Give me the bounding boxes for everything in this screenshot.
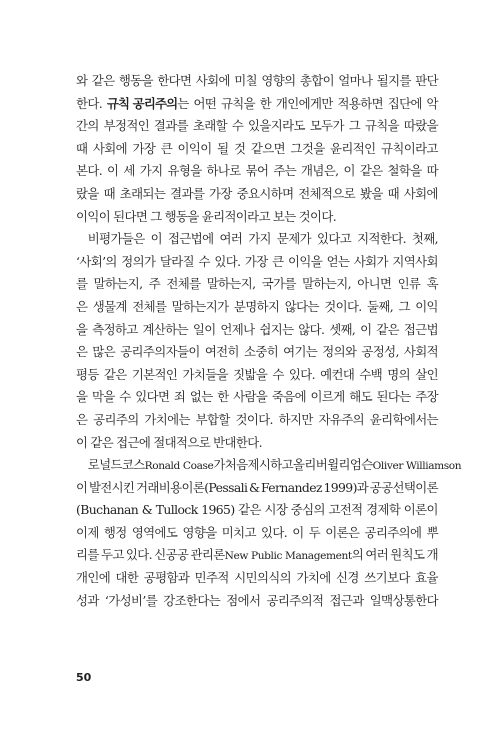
word: 예컨대 bbox=[320, 366, 355, 382]
word: 같은 bbox=[238, 502, 261, 518]
word: 이 bbox=[150, 231, 162, 247]
word: 사회가 bbox=[353, 253, 388, 269]
word: 한다면 bbox=[157, 73, 192, 88]
word: 이 bbox=[76, 434, 88, 450]
text-line bbox=[76, 590, 438, 613]
word: 이제 bbox=[76, 524, 99, 540]
word: 이 bbox=[360, 321, 372, 337]
word: 중요시하며 bbox=[236, 185, 294, 201]
word: 때 bbox=[387, 185, 399, 201]
word: 접근법에 bbox=[167, 231, 214, 247]
word: 규칙 공리주의는 bbox=[107, 93, 189, 116]
word: 죄 bbox=[173, 389, 186, 405]
text-line bbox=[76, 251, 438, 274]
word: 그 bbox=[348, 118, 361, 134]
word: 큰 bbox=[160, 140, 173, 156]
word: 공리주의적 bbox=[266, 592, 324, 608]
word: 비평가들은 bbox=[76, 231, 145, 247]
word: 결과를 bbox=[153, 118, 189, 134]
word: 쉽지는 bbox=[259, 321, 294, 337]
word: 개인에 bbox=[76, 570, 111, 586]
word: 시장 bbox=[264, 502, 288, 518]
word: 부정적인 bbox=[103, 118, 150, 134]
word: 이론은 bbox=[325, 524, 360, 540]
word: 수 bbox=[119, 389, 131, 405]
word: 일이 bbox=[192, 321, 216, 337]
text-line bbox=[76, 273, 438, 296]
word: 한다. bbox=[76, 95, 103, 111]
word: 고전적 bbox=[328, 502, 363, 518]
word: 기본적인 bbox=[131, 366, 178, 382]
word: 소중히 bbox=[243, 344, 279, 360]
bold-term: 규칙 공리주의 bbox=[106, 95, 178, 111]
text-line bbox=[76, 228, 438, 251]
word: 여러 bbox=[219, 231, 243, 247]
word: 그 bbox=[150, 208, 162, 224]
word: 것이다. bbox=[324, 298, 362, 314]
word: 영향의 bbox=[261, 73, 296, 88]
word: & bbox=[248, 479, 260, 495]
word: 이익 bbox=[415, 298, 438, 314]
word: 사회적 bbox=[403, 344, 438, 360]
word: 이 bbox=[107, 163, 119, 179]
word: 둘째, bbox=[367, 298, 394, 314]
word: 절대적으로 bbox=[153, 434, 211, 450]
text-line bbox=[76, 432, 438, 455]
word: 인류 bbox=[397, 276, 421, 292]
word: 제시하고 bbox=[247, 457, 294, 473]
word: 윤리적이라고 bbox=[201, 208, 270, 224]
word: 부합할 bbox=[195, 411, 230, 427]
word: 랐을 bbox=[76, 185, 99, 201]
word: (Buchanan bbox=[76, 502, 139, 518]
word: 분명하지 bbox=[233, 298, 280, 314]
text-line bbox=[76, 319, 438, 342]
word: 쓰기보다 bbox=[364, 570, 410, 586]
word: 따 bbox=[426, 163, 438, 179]
word: 성과 bbox=[76, 592, 99, 608]
word: Tullock bbox=[155, 502, 198, 518]
word: 중심의 bbox=[290, 502, 325, 518]
word: 로널드 bbox=[76, 457, 122, 473]
english-gloss: New Public Management bbox=[224, 550, 352, 563]
word: ‘사회’의 bbox=[76, 253, 117, 269]
word: 계산하는 bbox=[142, 321, 188, 337]
word: 혹 bbox=[426, 276, 438, 292]
text-line bbox=[76, 160, 438, 183]
word: 언제나 bbox=[220, 321, 255, 337]
word: 봤을 bbox=[359, 185, 383, 201]
word: 1965) bbox=[201, 502, 235, 518]
word: 주는 bbox=[273, 163, 297, 179]
text-line bbox=[76, 386, 438, 409]
word: 문제가 bbox=[276, 231, 312, 247]
word: 올리버 bbox=[293, 457, 328, 473]
text-line bbox=[76, 544, 438, 567]
word: 것 bbox=[234, 140, 246, 156]
word: 개인에게만 bbox=[275, 95, 333, 111]
word: 거래비용이론(Pessali bbox=[135, 479, 248, 495]
word: 주장 bbox=[415, 389, 438, 405]
text-line bbox=[76, 364, 438, 387]
word: 원칙도 bbox=[390, 547, 425, 563]
word: 얼마나 bbox=[338, 73, 373, 88]
english-gloss: Ronald Coase bbox=[144, 460, 214, 473]
word: 사회에 bbox=[195, 73, 230, 88]
word: 개 bbox=[426, 547, 438, 563]
word: 적용하면 bbox=[337, 95, 383, 111]
word: 같은 bbox=[91, 73, 115, 88]
word: 같으면 bbox=[250, 140, 285, 156]
word: 초래할 bbox=[192, 118, 227, 134]
text-line bbox=[76, 567, 438, 590]
word: 수백 bbox=[359, 366, 383, 382]
word: 죽음에 bbox=[271, 389, 306, 405]
word: 이론이 bbox=[403, 502, 438, 518]
word: 평등 bbox=[76, 366, 99, 382]
word: 판단 bbox=[415, 73, 438, 88]
word: 유형을 bbox=[167, 163, 202, 179]
word: 행동을 bbox=[164, 208, 199, 224]
word: 이 bbox=[76, 479, 88, 495]
word: 신경 bbox=[336, 570, 359, 586]
body-text bbox=[76, 70, 462, 612]
word: 보는 bbox=[272, 208, 296, 224]
word: 미치고 bbox=[221, 524, 256, 540]
word: 같은 bbox=[359, 163, 383, 179]
word: 윤리학에서는 bbox=[369, 411, 438, 427]
word: Fernandez bbox=[260, 479, 322, 495]
word: 여기는 bbox=[283, 344, 318, 360]
word: 같은 bbox=[376, 321, 400, 337]
word: 수 bbox=[231, 118, 244, 134]
word: 경제학 bbox=[366, 502, 401, 518]
word: 공공선택이론 bbox=[369, 479, 438, 495]
word: 가치에 bbox=[296, 570, 331, 586]
word: 국가를 bbox=[261, 276, 296, 292]
word: 은 bbox=[76, 411, 88, 427]
word: 그것을 bbox=[290, 140, 325, 156]
word: 때 bbox=[76, 140, 88, 156]
word: 접근법 bbox=[403, 321, 438, 337]
word: 살인 bbox=[415, 366, 438, 382]
word: 민주적 bbox=[194, 570, 229, 586]
word: 효율 bbox=[415, 570, 438, 586]
word: 공평함과 bbox=[143, 570, 190, 586]
word: 큰 bbox=[272, 253, 284, 269]
word: 않다는 bbox=[284, 298, 319, 314]
word: 전체를 bbox=[166, 276, 201, 292]
word: 규칙을 bbox=[364, 118, 400, 134]
word: 개념은, bbox=[301, 163, 339, 179]
text-line bbox=[76, 454, 462, 477]
word: 영향을 bbox=[182, 524, 217, 540]
word: 말하는지, bbox=[206, 276, 256, 292]
word: 공리주의자들이 bbox=[120, 344, 200, 360]
word: 말하는지가 bbox=[171, 298, 229, 314]
word: 달라질 bbox=[159, 253, 194, 269]
word: 신공공 bbox=[154, 547, 189, 563]
word: 가장 bbox=[209, 185, 232, 201]
word: 그 bbox=[398, 298, 410, 314]
word: 정의와 bbox=[322, 344, 357, 360]
word: 영역에도 bbox=[131, 524, 178, 540]
word: 지역사회 bbox=[392, 253, 438, 269]
word: 얻는 bbox=[326, 253, 350, 269]
word: 대한 bbox=[115, 570, 139, 586]
word: 어떤 bbox=[193, 95, 217, 111]
text-line bbox=[76, 296, 438, 319]
word: 시민의식의 bbox=[234, 570, 292, 586]
word: 아니면 bbox=[357, 276, 392, 292]
word: & bbox=[141, 502, 153, 518]
word: 행정 bbox=[103, 524, 127, 540]
word: 1999)과 bbox=[323, 479, 369, 495]
word: 은 bbox=[76, 298, 88, 314]
word: 이익이 bbox=[76, 208, 111, 224]
word: 이익이 bbox=[177, 140, 212, 156]
word: 두고 bbox=[100, 547, 124, 563]
word: 악 bbox=[426, 95, 438, 111]
text-line bbox=[76, 499, 438, 522]
word: 이 bbox=[343, 163, 355, 179]
word: 될지를 bbox=[376, 73, 411, 88]
word: 여전히 bbox=[204, 344, 239, 360]
word: 을 bbox=[76, 389, 88, 405]
word: 사회에 bbox=[403, 185, 438, 201]
word: 점에서 bbox=[226, 592, 261, 608]
word: 리를 bbox=[76, 547, 99, 563]
word: 한 bbox=[217, 389, 229, 405]
word: 윌리엄슨Oliver Williamson bbox=[327, 454, 461, 477]
word: 있다. bbox=[288, 366, 315, 382]
word: 두 bbox=[308, 524, 321, 540]
word: 사람을 bbox=[233, 389, 268, 405]
word: 말하는지, bbox=[302, 276, 351, 292]
word: 한 bbox=[259, 95, 272, 111]
word: 총합이 bbox=[299, 73, 334, 88]
english-gloss: Oliver Williamson bbox=[372, 460, 462, 473]
word: 모두가 bbox=[309, 118, 344, 134]
word: 사회에 bbox=[92, 140, 127, 156]
word: 행동을 bbox=[118, 73, 153, 88]
word: 가장 bbox=[244, 253, 268, 269]
word: 될 bbox=[217, 140, 229, 156]
word: 측정하고 bbox=[92, 321, 138, 337]
word: 따랐을 bbox=[403, 118, 438, 134]
word: 발전시킨 bbox=[88, 479, 135, 495]
word: 철학을 bbox=[387, 163, 422, 179]
word: 이 bbox=[292, 524, 304, 540]
word: 을 bbox=[76, 321, 88, 337]
word: 많은 bbox=[92, 344, 116, 360]
word: 것이다. bbox=[298, 208, 337, 224]
word: 주 bbox=[148, 276, 161, 292]
word: 전체적으로 bbox=[298, 185, 356, 201]
word: 수 bbox=[272, 366, 284, 382]
word: 결과를 bbox=[170, 185, 205, 201]
text-line bbox=[76, 206, 438, 229]
word: 공정성, bbox=[361, 344, 399, 360]
word: 자유주의 bbox=[318, 411, 364, 427]
text-line bbox=[76, 522, 438, 545]
word: 은 bbox=[76, 344, 88, 360]
word: 생물계 bbox=[92, 298, 127, 314]
word: 세 bbox=[123, 163, 135, 179]
word: 전체를 bbox=[132, 298, 167, 314]
text-line bbox=[76, 70, 438, 93]
word: 셋째, bbox=[329, 321, 356, 337]
word: 때 bbox=[103, 185, 115, 201]
word: 여러 bbox=[365, 547, 389, 563]
word: 가지 bbox=[139, 163, 163, 179]
word: 이익을 bbox=[287, 253, 323, 269]
text-line bbox=[76, 477, 438, 500]
word: 규칙을 bbox=[220, 95, 256, 111]
word: 규칙이라고 bbox=[381, 140, 438, 156]
word: 명의 bbox=[387, 366, 411, 382]
word: 초래되는 bbox=[119, 185, 166, 201]
word: 있다. bbox=[214, 253, 241, 269]
word: 있을지라도 bbox=[248, 118, 305, 134]
word: 막을 bbox=[91, 389, 115, 405]
word: 를 bbox=[76, 276, 88, 292]
word: 묶어 bbox=[245, 163, 269, 179]
word: 처음 bbox=[224, 457, 248, 473]
text-line bbox=[76, 341, 438, 364]
word: 있다. bbox=[125, 547, 152, 563]
word: 집단에 bbox=[387, 95, 422, 111]
word: 수 bbox=[198, 253, 210, 269]
word: 윤리적인 bbox=[330, 140, 376, 156]
word: 강조한다는 bbox=[163, 592, 221, 608]
word: 가치들을 bbox=[182, 366, 228, 382]
word: 있다. bbox=[260, 524, 288, 540]
word: 와 bbox=[76, 73, 88, 88]
word: 코스Ronald Coase가 bbox=[122, 454, 225, 477]
word: 가장 bbox=[132, 140, 156, 156]
word: 하나로 bbox=[206, 163, 241, 179]
word: 간의 bbox=[76, 118, 99, 134]
word: ‘가성비’를 bbox=[104, 592, 158, 608]
word: 첫째, bbox=[411, 231, 438, 247]
word: 접근에 bbox=[116, 434, 151, 450]
word: 지적한다. bbox=[357, 231, 406, 247]
text-line bbox=[76, 138, 438, 161]
word: 않다. bbox=[298, 321, 325, 337]
word: 있다고 bbox=[317, 231, 352, 247]
word: 해도 bbox=[349, 389, 372, 405]
text-line bbox=[76, 183, 438, 206]
text-line bbox=[76, 93, 438, 116]
word: 있다면 bbox=[135, 389, 170, 405]
word: 같은 bbox=[103, 366, 127, 382]
word: 말하는지, bbox=[93, 276, 143, 292]
word: 된다는 bbox=[376, 389, 411, 405]
word: 같은 bbox=[90, 434, 114, 450]
word: 반대한다. bbox=[213, 434, 262, 450]
word: 없는 bbox=[189, 389, 213, 405]
word: 가지 bbox=[248, 231, 271, 247]
word: 본다. bbox=[76, 163, 103, 179]
word: 짓밟을 bbox=[233, 366, 268, 382]
word: 이르게 bbox=[310, 389, 345, 405]
word: 접근과 bbox=[329, 592, 364, 608]
word: 가치에는 bbox=[144, 411, 190, 427]
word: 뿌 bbox=[426, 524, 438, 540]
page-number: 50 bbox=[76, 671, 92, 684]
text-line bbox=[76, 409, 438, 432]
word: 정의가 bbox=[121, 253, 156, 269]
word: 공리주의에 bbox=[364, 524, 422, 540]
word: 것이다. bbox=[235, 411, 273, 427]
word: 미칠 bbox=[234, 73, 257, 88]
word: 관리론New Public Management의 bbox=[191, 544, 364, 567]
text-line bbox=[76, 115, 438, 138]
word: 하지만 bbox=[278, 411, 313, 427]
word: 일맥상통한다 bbox=[369, 592, 438, 608]
word: 공리주의 bbox=[93, 411, 139, 427]
word: 된다면 bbox=[113, 208, 148, 224]
